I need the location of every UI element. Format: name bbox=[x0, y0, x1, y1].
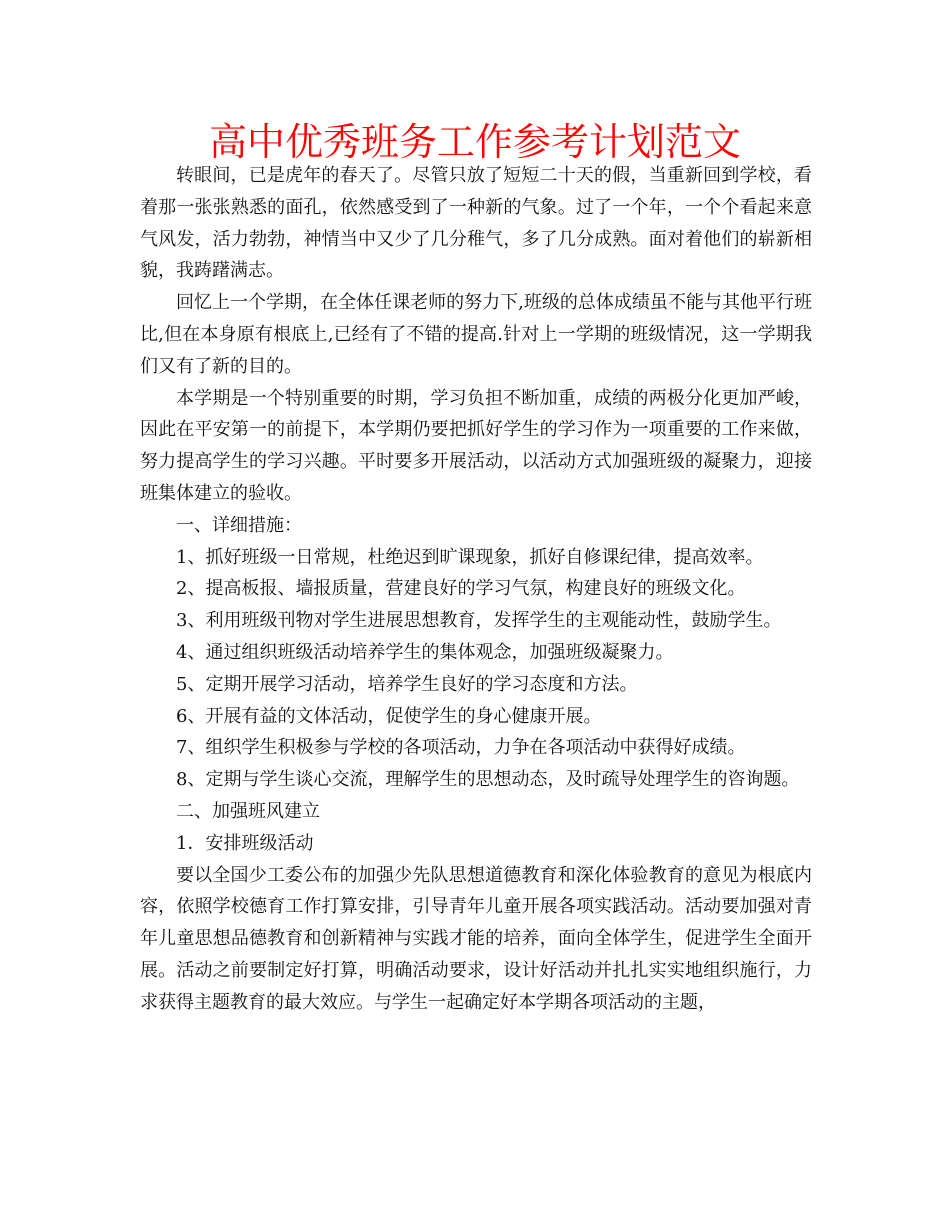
section-heading: 二、加强班风建立 bbox=[176, 800, 320, 822]
list-item: 8、定期与学生谈心交流，理解学生的思想动态，及时疏导处理学生的咨询题。 bbox=[176, 769, 800, 791]
paragraph: 要以全国少工委公布的加强少先队思想道德教育和深化体验教育的意见为根底内容，依照学校德育工作打算安排，引导青年儿童开展各项实践活动。活动要加强对青年儿童思想品德教育和创新精神与实践才能的培养，面向全体学生，促进学生全面开展。活动之前要制定好打算，明确活动要求，设计好活动并扎扎实实地组织施行，力求获得主题教育的最大效应。与学生一起确定好本学期各项活动的主题， bbox=[140, 864, 812, 1013]
list-item: 4、通过组织班级活动培养学生的集体观念，加强班级凝聚力。 bbox=[176, 641, 674, 663]
section-heading: 一、详细措施： bbox=[176, 514, 302, 536]
list-item: 7、组织学生积极参与学校的各项活动，力争在各项活动中获得好成绩。 bbox=[176, 737, 746, 759]
list-item: 6、开展有益的文体活动，促使学生的身心健康开展。 bbox=[176, 705, 602, 727]
document-body bbox=[140, 160, 812, 1019]
list-item: 5、定期开展学习活动，培养学生良好的学习态度和方法。 bbox=[176, 673, 638, 695]
document-title: 高中优秀班务工作参考计划范文 bbox=[208, 120, 741, 164]
list-item: 1、抓好班级一日常规，杜绝迟到旷课现象，抓好自修课纪律，提高效率。 bbox=[176, 546, 764, 568]
paragraph: 回忆上一个学期，在全体任课老师的努力下,班级的总体成绩虽不能与其他平行班比,但在本身原有根底上,已经有了不错的提高.针对上一学期的班级情况，这一学期我们又有了新的目的。 bbox=[140, 292, 812, 377]
list-item: 3、利用班级刊物对学生进展思想教育，发挥学生的主观能动性，鼓励学生。 bbox=[176, 610, 782, 632]
paragraph: 转眼间，已是虎年的春天了。尽管只放了短短二十天的假，当重新回到学校，看着那一张张熟悉的面孔，依然感受到了一种新的气象。过了一个年，一个个看起来意气风发，活力勃勃，神情当中又少了几分稚气，多了几分成熟。面对着他们的崭新相貌，我踌躇满志。 bbox=[140, 165, 812, 282]
paragraph: 本学期是一个特别重要的时期，学习负担不断加重，成绩的两极分化更加严峻，因此在平安第一的前提下，本学期仍要把抓好学生的学习作为一项重要的工作来做，努力提高学生的学习兴趣。平时要多开展活动，以活动方式加强班级的凝聚力，迎接班集体建立的验收。 bbox=[140, 387, 812, 504]
subsection-heading: 1．安排班级活动 bbox=[176, 832, 314, 854]
list-item: 2、提高板报、墙报质量，营建良好的学习气氛，构建良好的班级文化。 bbox=[176, 578, 746, 600]
